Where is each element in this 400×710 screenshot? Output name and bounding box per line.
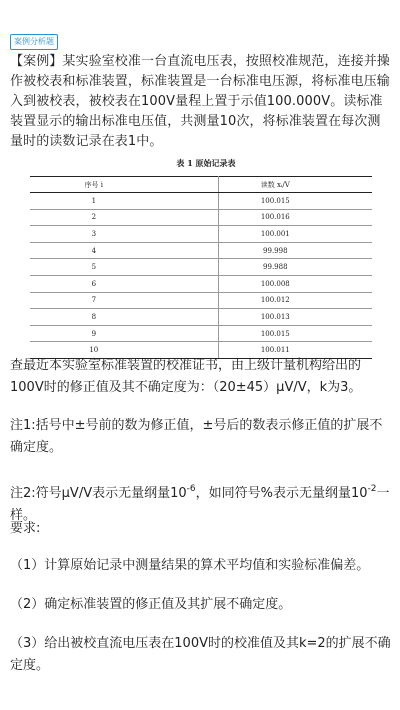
certificate-paragraph: 查最近本实验室标准装置的校准证书，由上级计量机构给出的100V时的修正值及其不确定度为：（20±45）μV/V，k为3。: [10, 358, 362, 395]
question-type-badge: 案例分析题: [10, 34, 58, 50]
case-description: 【案例】某实验室校准一台直流电压表，按照校准规范，连接并操作被校表和标准装置，标准装置是一台标准电压源，将标准电压输入到被校表，被校表在100V量程上置于示值100.000V。读标准装置显示的输出标准电压值，共测量10次，将标准装置在每次测量时的读数记录在表1中。: [10, 54, 390, 149]
requirement-2: （2）确定标准装置的修正值及其扩展不确定度。: [10, 597, 292, 612]
note-2-exponent-2: -2: [367, 484, 377, 494]
requirement-3: （3）给出被校直流电压表在100V时的校准值及其k=2的扩展不确定度。: [10, 636, 391, 673]
table-row: [30, 292, 372, 309]
row-index: 8: [30, 309, 218, 326]
row-reading: 99.998: [218, 242, 372, 259]
row-index: 4: [30, 242, 218, 259]
table-row: [30, 226, 372, 243]
note-2-pre: 注2:符号μV/V表示无量纲量10: [10, 486, 187, 501]
requirements-title: 要求:: [10, 521, 41, 536]
table-header-row: [30, 177, 372, 193]
table-row: [30, 309, 372, 326]
header-index: 序号 i: [30, 177, 218, 193]
row-index: 6: [30, 275, 218, 292]
row-reading: 99.988: [218, 259, 372, 276]
row-index: 7: [30, 292, 218, 309]
table-row: [30, 209, 372, 226]
row-index: 2: [30, 209, 218, 226]
row-reading: 100.015: [218, 325, 372, 342]
table-row: [30, 259, 372, 276]
note-2-exponent-1: -6: [186, 484, 196, 494]
note-2-mid: ，如同符号%表示无量纲量10: [195, 486, 368, 501]
row-reading: 100.016: [218, 209, 372, 226]
row-reading: 100.015: [218, 193, 372, 210]
original-record-table: [30, 176, 372, 359]
note-1: 注1:括号中±号前的数为修正值，±号后的数表示修正值的扩展不确定度。: [10, 418, 383, 455]
row-reading: 100.011: [218, 342, 372, 359]
row-reading: 100.013: [218, 309, 372, 326]
row-reading: 100.008: [218, 275, 372, 292]
original-record-table-figure: [30, 156, 372, 359]
row-index: 10: [30, 342, 218, 359]
table-row: [30, 242, 372, 259]
table-row: [30, 325, 372, 342]
row-index: 1: [30, 193, 218, 210]
table-row: [30, 275, 372, 292]
note-2-post: 一样。: [10, 486, 390, 523]
row-index: 3: [30, 226, 218, 243]
requirement-1: （1）计算原始记录中测量结果的算术平均值和实验标准偏差。: [10, 558, 370, 573]
row-index: 9: [30, 325, 218, 342]
row-index: 5: [30, 259, 218, 276]
row-reading: 100.012: [218, 292, 372, 309]
header-reading: 读数 xᵢ/V: [218, 177, 372, 193]
table-caption: 表 1 原始记录表: [176, 158, 236, 168]
row-reading: 100.001: [218, 226, 372, 243]
table-row: [30, 193, 372, 210]
